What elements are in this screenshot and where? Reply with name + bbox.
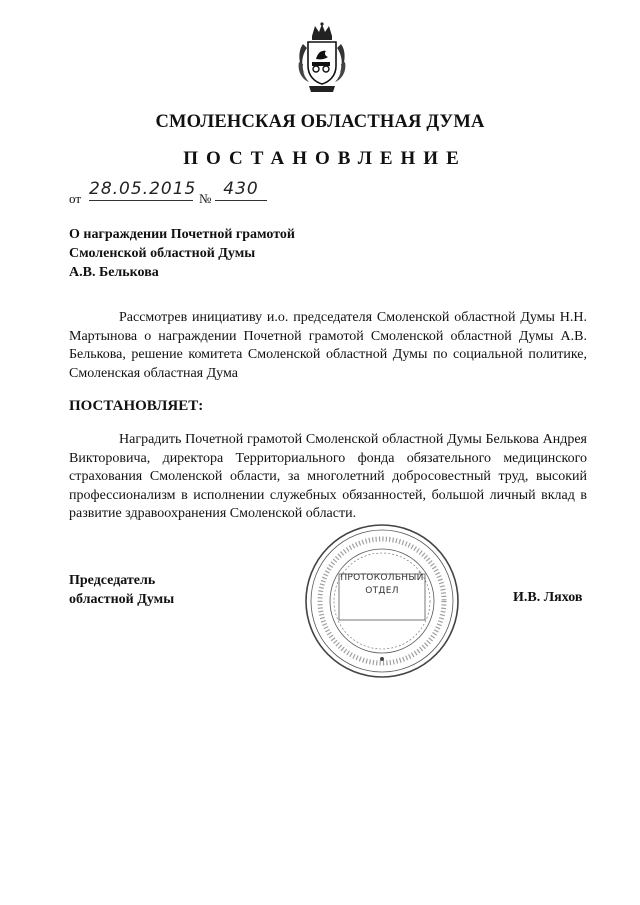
date-number-line [69,179,289,211]
preamble-paragraph [69,309,587,383]
seal-line: ПРОТОКОЛЬНЫЙ [340,573,424,583]
handwritten-number: 430 [215,179,267,201]
signatory-role-line: Председатель [69,573,156,588]
organization-title: СМОЛЕНСКАЯ ОБЛАСТНАЯ ДУМА [155,112,485,132]
signatory-role [69,571,174,609]
decision-text: Наградить Почетной грамотой Смоленской областной Думы Белькова Андрея Викторовича, директора Территориального фонда обязательного медицинского страхования Смоленской области, за многолетний добросовестный труд, высокий профессионализм в исполнении служебных обязанностей, большой личный вклад в развитие здравоохранения Смоленской области. [69,432,587,521]
subject-line: О награждении Почетной грамотой [69,227,295,242]
date-from-label: от [69,191,82,206]
seal-line: ОТДЕЛ [365,586,399,596]
subject-block [69,225,295,282]
coat-of-arms-icon [295,22,349,94]
decision-paragraph [69,431,587,524]
resolves-heading: ПОСТАНОВЛЯЕТ: [69,398,204,414]
signatory-role-line: областной Думы [69,592,175,607]
round-seal-icon [303,522,461,680]
preamble-text: Рассмотрев инициативу и.о. председателя Смоленской областной Думы Н.Н. Мартынова о награждении Почетной грамотой Смоленской областной Думы А.В. Белькова, решение комитета Смоленской областной Думы по социальной политике, Смоленская областная Дума [69,310,587,381]
subject-line: А.В. Белькова [69,265,159,280]
subject-line: Смоленской областной Думы [69,246,256,261]
seal-center-text [340,572,424,598]
number-label: № [199,191,212,206]
signatory-name: И.В. Ляхов [513,590,583,605]
handwritten-date: 28.05.2015 [89,179,197,199]
document-type: ПОСТАНОВЛЕНИЕ [183,148,467,169]
